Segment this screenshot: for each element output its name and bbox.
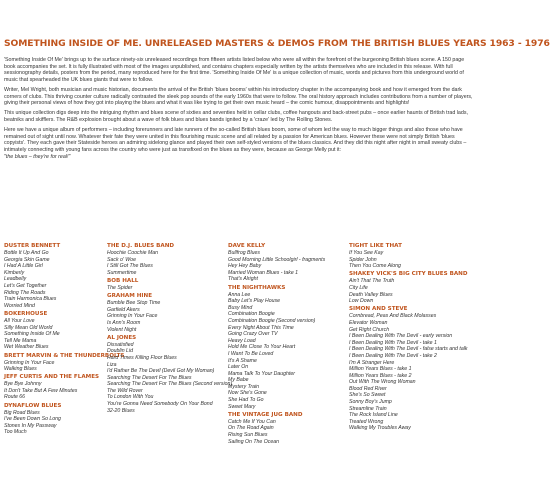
track-title: Then You Come Along xyxy=(349,263,401,270)
track-title: Riding The Roads xyxy=(4,289,46,296)
track-title: Mystery Train xyxy=(228,383,260,390)
track-title: Tell Me Mama xyxy=(4,337,37,344)
track-title: Million Years Blues - take 1 xyxy=(349,366,412,373)
track-title: Walking My Troubles Away xyxy=(349,425,411,432)
track-title: Anna Lee xyxy=(228,291,251,298)
track-title: I Been Dealing With The Devil - early version xyxy=(349,333,453,340)
artist-heading: BOKERHOUSE xyxy=(4,310,48,317)
track-title: Later On xyxy=(228,364,249,371)
artist-heading: THE VINTAGE JUG BAND xyxy=(228,411,303,418)
track-title: Bullfrog Blues xyxy=(228,250,261,256)
track-title: Walking Blues xyxy=(4,366,37,373)
page-title: SOMETHING INSIDE OF ME. UNRELEASED MASTERS & DEMOS FROM THE BRITISH BLUES YEARS 1963 - 1976 xyxy=(4,38,550,49)
track-listing xyxy=(4,243,476,476)
track-title: Bumble Bee Stop Time xyxy=(107,300,161,307)
track-title: I'd Rather Be The Devil (Devil Got My Woman) xyxy=(107,368,215,375)
track-title: My Babe xyxy=(228,377,249,384)
track-title: Blood Red River xyxy=(349,385,387,392)
track-title: Rising Sun Blues xyxy=(228,432,268,439)
track-title: Going Crazy Over TV xyxy=(228,331,278,338)
track-title: 32-20 Blues xyxy=(107,407,135,414)
artist-heading: DUSTER BENNETT xyxy=(4,243,61,249)
track-title: I Been Dealing With The Devil - false starts and talk xyxy=(349,346,468,353)
track-column-2 xyxy=(107,243,233,414)
track-title: Searching The Desert For The Blues xyxy=(107,374,192,381)
track-title: The Spider xyxy=(107,284,133,291)
artist-heading: THE NIGHTHAWKS xyxy=(228,284,286,291)
track-title: Sweet Mary xyxy=(228,403,256,410)
track-title: Bottle It Up And Go xyxy=(4,250,49,256)
track-title: Is Ann's Room xyxy=(107,319,141,326)
track-title: That's Alright xyxy=(228,276,258,283)
artist-heading: AL JONES xyxy=(107,334,137,341)
track-title: I'm A Stranger Here xyxy=(349,359,395,366)
track-title: Leadbelly xyxy=(4,276,27,283)
track-title: Baby Let's Play House xyxy=(228,298,281,305)
track-title: Too Much xyxy=(4,429,27,436)
track-title: All Your Love xyxy=(4,317,35,324)
track-title: Route 66 xyxy=(4,394,26,401)
intro-paragraph: 'Something Inside Of Me' brings up to the surface ninety-six unreleased recordings from fifteen artists listed below who were all within the forefront of the burgeoning British blues scene. A 150 page book accompanies the set. It is fully illustrated with most of the images unpublished, and contains chapters especially written by the artists themselves who are included in this release. With full sessionography details, posters from the period, many reproduced here for the first time. 'Something Inside Of Me' is a unique collection of music, words and pictures from this underground world of music that spearheaded the UK blues giants that were to follow. xyxy=(4,57,465,84)
artist-heading: GRAHAM HINE xyxy=(107,293,153,300)
track-title: Mama Talk To Your Daughter xyxy=(228,370,295,377)
track-title: I've Been Down So Long xyxy=(4,416,61,423)
artist-heading: TIGHT LIKE THAT xyxy=(349,243,402,249)
track-title: To London With You xyxy=(107,394,154,401)
track-title: City Life xyxy=(349,284,368,291)
track-title: Good Morning Little Schoolgirl - fragments xyxy=(228,256,326,263)
track-title: Every Night About This Time xyxy=(228,324,294,331)
track-title: Bye Bye Johnny xyxy=(4,381,42,388)
track-title: Treated Wrong xyxy=(349,418,384,425)
track-title: The Wild Rover xyxy=(107,387,143,394)
track-title: Get Right Church xyxy=(349,326,390,333)
intro-paragraph: Writer, Mel Wright, both musician and music historian, documents the arrival of the British 'blues booms' within his introductory chapter in the accompanying book and how it emerged from the dark corners of clubs. This thriving counter culture radically contrasted the sleek pop sounds of the early 1960s that were to follow. The oral history approach includes contributions from a number of players, giving their personal views of how they got into playing the blues and what it was like trying to get their own music heard – the comic humour, disappointments and highlights! xyxy=(4,87,473,107)
track-title: I Want To Be Loved xyxy=(228,350,274,357)
track-title: Catch Me If You Can xyxy=(228,418,276,425)
track-title: It's A Shame xyxy=(228,357,257,364)
track-column-4 xyxy=(349,243,466,432)
track-title: Out With The Wrong Woman xyxy=(349,379,416,386)
track-title: Hard Times Killing Floor Blues xyxy=(107,354,177,361)
artist-heading: BRETT MARVIN & THE THUNDERBOLTS xyxy=(4,352,125,359)
track-title: Summertime xyxy=(107,269,137,276)
track-title: Hold Me Close To Your Heart xyxy=(228,344,296,351)
track-title: Violent Night xyxy=(107,326,137,333)
track-title: Georgia Skin Game xyxy=(4,256,50,263)
intro-quote: "the blues – they're for real!" xyxy=(4,153,71,160)
intro-paragraph: This unique collection digs deep into the intriguing rhythm and blues scene of sixties and seventies held in cellar clubs, coffee hangouts and back-street pubs – once earlier haunts of British trad lads, beatniks and skifflers. The R&B explosion brought about a wave of folk blues and blues bands ignited by a 'craze' led by The Rolling Stones. xyxy=(4,110,468,123)
track-title: Hoochie Coochie Man xyxy=(107,250,159,256)
track-title: Death Valley Blues xyxy=(349,291,393,298)
intro-paragraph: Here we have a unique album of performers – including forerunners and late runners of the so-called British blues boom, some of whom led the way to much bigger things and also those who have remained out of sight until now. Whatever their fate they were united in this flourishing music scene and all related by a passion for American blues. However these were not simply British 'blues copyists'. They each gave their Stateside heroes an admiring sidelong glance and played their own self-styled versions of the blues classics. And they did this night after night in small sweaty clubs – intimately connecting with young fans across the country who were just as transfixed on the blues as they were, because as George Melly put it: xyxy=(4,126,467,153)
track-title: I Been Dealing With The Devil - take 2 xyxy=(349,352,437,359)
track-title: You're Gonna Need Somebody On Your Bond xyxy=(107,401,213,408)
artist-heading: SHAKEY VICK'S BIG CITY BLUES BAND xyxy=(349,271,468,278)
track-title: Streamline Train xyxy=(349,405,387,412)
track-title: Kimberly xyxy=(4,269,25,276)
track-title: Grinning In Your Face xyxy=(107,313,158,320)
track-title: Ain't That The Truth xyxy=(349,278,395,285)
track-title: Busy Mind xyxy=(228,304,253,311)
track-title: Million Years Blues - take 2 xyxy=(349,372,412,379)
track-title: Garfield Akers xyxy=(107,306,140,313)
track-title: Doublin Lid xyxy=(107,348,133,355)
track-title: On The Road Again xyxy=(228,425,274,432)
track-title: She Had To Go xyxy=(228,397,264,404)
track-title: It Don't Take But A Few Minutes xyxy=(4,387,78,394)
track-column-3 xyxy=(228,243,345,445)
track-title: Spider John xyxy=(349,256,377,263)
track-title: Let's Get Together xyxy=(4,282,47,289)
track-title: Elevator Woman xyxy=(349,319,388,326)
artist-heading: SIMON AND STEVE xyxy=(349,306,408,313)
track-title: She's So Sweet xyxy=(349,392,386,399)
track-title: The Rock Island Line xyxy=(349,412,398,419)
track-title: Dissatisfied xyxy=(107,341,134,348)
track-title: Searching The Desert For The Blues (Second version) xyxy=(107,381,233,388)
track-title: I Been Dealing With The Devil - take 1 xyxy=(349,339,437,346)
artist-heading: DAVE KELLY xyxy=(228,243,266,249)
track-title: Now She's Gone xyxy=(228,390,267,397)
track-title: Married Woman Blues - take 1 xyxy=(228,269,299,276)
artist-heading: JEFF CURTIS AND THE FLAMES xyxy=(4,374,100,381)
track-title: Stones In My Passway xyxy=(4,422,57,429)
track-title: Wet Weather Blues xyxy=(4,344,49,351)
track-title: Train Harmonica Blues xyxy=(4,296,57,303)
artist-heading: BOB HALL xyxy=(107,277,139,284)
track-title: Low Down xyxy=(349,298,374,305)
track-title: Sailing On The Ocean xyxy=(228,438,280,445)
track-title: If You See Kay xyxy=(349,250,384,256)
track-title: Grinning In Your Face xyxy=(4,359,55,366)
track-title: I Still Got The Blues xyxy=(107,263,153,270)
track-title: I Had A Little Girl xyxy=(4,263,43,270)
track-title: Sonny Boy's Jump xyxy=(349,399,392,406)
track-title: Hey Hey Baby xyxy=(228,263,262,270)
track-title: Silly Mean Old World xyxy=(4,324,53,331)
track-title: Sack o' Woe xyxy=(107,256,136,263)
artist-heading: DYNAFLOW BLUES xyxy=(4,402,62,409)
intro-text xyxy=(4,57,476,164)
track-title: Liza xyxy=(107,361,117,368)
artist-heading: THE D.J. BLUES BAND xyxy=(107,243,175,249)
top-blank-band xyxy=(0,0,480,30)
track-title: Combination Boogie (Second version) xyxy=(228,317,316,324)
track-title: Big Road Blues xyxy=(4,409,40,416)
track-title: Combination Boogie xyxy=(228,311,275,318)
track-title: Cornbread, Peas And Black Molasses xyxy=(349,313,437,320)
track-title: Something Inside Of Me xyxy=(4,331,60,338)
track-title: Worried Mind xyxy=(4,302,35,309)
track-title: Heavy Load xyxy=(228,337,256,344)
